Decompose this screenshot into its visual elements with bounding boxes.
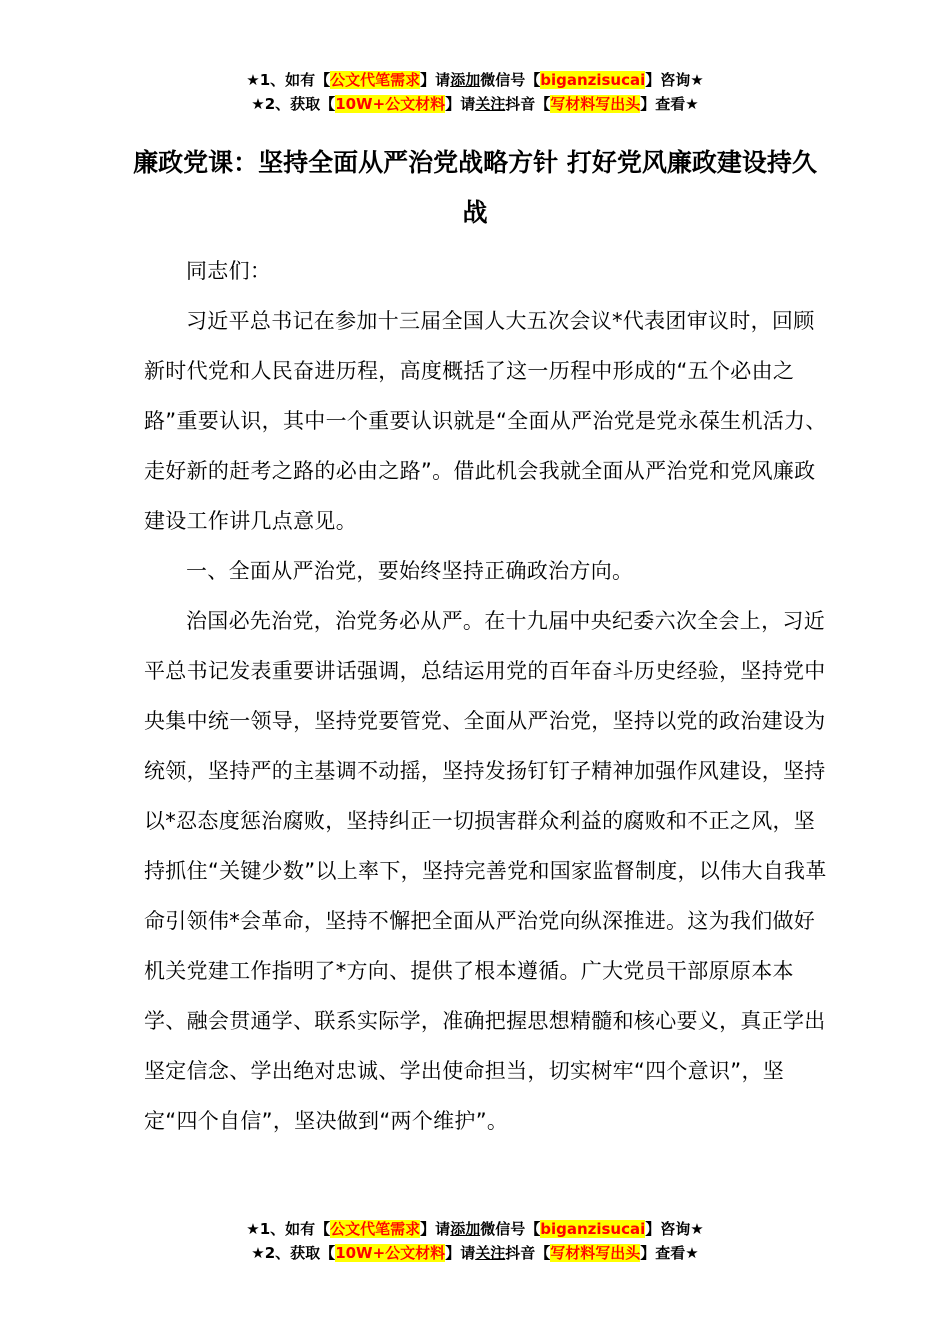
- promo-text: ★1、如有【: [246, 71, 331, 89]
- promo-text: 】咨询★: [645, 71, 704, 89]
- promo-text: 】查看★: [640, 1244, 699, 1262]
- promo-underlined-text: 关注: [475, 95, 506, 113]
- paragraph: 治国必先治党，治党务必从严。在十九届中央纪委六次全会上，习近平总书记发表重要讲话强调，总结运用党的百年奋斗历史经验，坚持党中央集中统一领导，坚持党要管党、全面从严治党，坚持以党的政治建设为统领，坚持严的主基调不动摇，坚持发扬钉钉子精神加强作风建设，坚持以*忍态度惩治腐败，坚持纠正一切损害群众利益的腐败和不正之风，坚持抓住“关键少数”以上率下，坚持完善党和国家监督制度，以伟大自我革命引领伟*会革命，坚持不懈把全面从严治党向纵深推进。这为我们做好机关党建工作指明了*方向、提供了根本遵循。广大党员干部原原本本学、融会贯通学、联系实际学，准确把握思想精髓和核心要义，真正学出坚定信念、学出绝对忠诚、学出使命担当，切实树牢“四个意识”，坚定“四个自信”，坚决做到“两个维护”。: [144, 609, 827, 1133]
- promo-underlined-text: 添加: [450, 71, 481, 89]
- promo-highlight: 公文代笔需求: [330, 71, 421, 89]
- promo-highlight: 10W+公文材料: [335, 95, 446, 113]
- promo-highlight: 公文代笔需求: [330, 1220, 421, 1238]
- promo-underlined-text: 添加: [450, 1220, 481, 1238]
- promo-line-2: [0, 1241, 950, 1265]
- promo-douyin-id: 写材料写出头: [550, 1244, 641, 1262]
- promo-underlined-text: 关注: [475, 1244, 506, 1262]
- promo-text: ★2、获取【: [251, 1244, 336, 1262]
- salutation: 同志们：: [186, 259, 272, 283]
- promo-text: 】请: [445, 95, 476, 113]
- promo-text: 抖音【: [505, 95, 551, 113]
- promo-highlight: 10W+公文材料: [335, 1244, 446, 1262]
- promo-text: 微信号【: [480, 1220, 541, 1238]
- footer-promo-banner: [0, 1217, 950, 1265]
- promo-text: ★2、获取【: [251, 95, 336, 113]
- promo-text: 】请: [420, 1220, 451, 1238]
- promo-text: 抖音【: [505, 1244, 551, 1262]
- promo-wechat-id: biganzisucai: [540, 1220, 646, 1238]
- promo-text: 微信号【: [480, 71, 541, 89]
- header-promo-banner: [0, 68, 950, 116]
- promo-line-1: [0, 68, 950, 92]
- paragraph: 习近平总书记在参加十三届全国人大五次会议*代表团审议时，回顾新时代党和人民奋进历程，高度概括了这一历程中形成的“五个必由之路”重要认识，其中一个重要认识就是“全面从严治党是党永葆生机活力、走好新的赶考之路的必由之路”。借此机会我就全面从严治党和党风廉政建设工作讲几点意见。: [144, 309, 827, 533]
- promo-line-2: [0, 92, 950, 116]
- document-body: [144, 246, 834, 1146]
- promo-text: 】请: [445, 1244, 476, 1262]
- promo-text: 】查看★: [640, 95, 699, 113]
- promo-douyin-id: 写材料写出头: [550, 95, 641, 113]
- promo-line-1: [0, 1217, 950, 1241]
- promo-text: 】请: [420, 71, 451, 89]
- document-title: 廉政党课：坚持全面从严治党战略方针 打好党风廉政建设持久战: [133, 148, 817, 227]
- promo-wechat-id: biganzisucai: [540, 71, 646, 89]
- promo-text: ★1、如有【: [246, 1220, 331, 1238]
- promo-text: 】咨询★: [645, 1220, 704, 1238]
- section-heading: 一、全面从严治党，要始终坚持正确政治方向。: [186, 559, 634, 583]
